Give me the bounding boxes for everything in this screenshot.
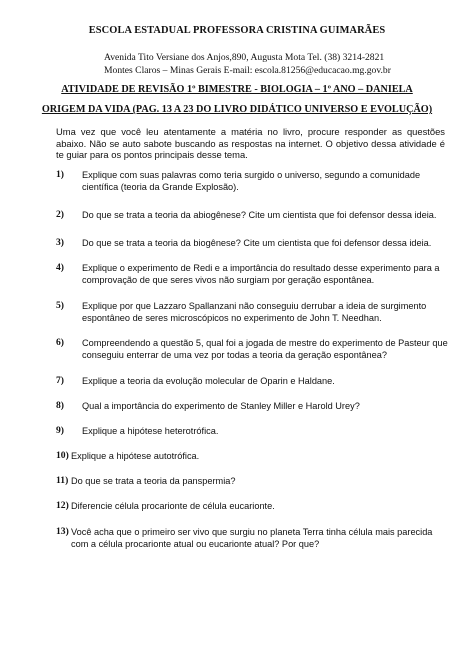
question-number: 4) <box>56 262 64 273</box>
question-item <box>56 425 448 437</box>
intro-paragraph: Uma vez que você leu atentamente a matéria no livro, procure responder as questões abaixo. Não se auto sabote buscando as respostas na internet. O objetivo dessa atividade é te guiar para os pontos principais desse tema. <box>56 126 445 161</box>
question-item <box>56 169 448 193</box>
question-text: Explique o experimento de Redi e a importância do resultado desse experimento para a comprovação de que seres vivos não surgiam por geração espontânea. <box>82 263 440 285</box>
question-number: 10) <box>56 450 69 461</box>
question-text: Do que se trata a teoria da panspermia? <box>71 476 236 486</box>
question-item <box>56 300 448 324</box>
question-number: 8) <box>56 400 64 411</box>
question-text: Do que se trata a teoria da abiogênese? Cite um cientista que foi defensor dessa ideia. <box>82 210 437 220</box>
question-item <box>56 500 448 512</box>
question-item <box>56 400 448 412</box>
question-text: Qual a importância do experimento de Stanley Miller e Harold Urey? <box>82 401 360 411</box>
question-text: Explique a teoria da evolução molecular de Oparin e Haldane. <box>82 376 335 386</box>
address-line-2: Montes Claros – Minas Gerais E-mail: escola.81256@educacao.mg.gov.br <box>104 65 391 76</box>
question-number: 2) <box>56 209 64 220</box>
question-number: 1) <box>56 169 64 180</box>
question-text: Explique a hipótese autotrófica. <box>71 451 200 461</box>
question-number: 7) <box>56 375 64 386</box>
question-item <box>56 209 448 221</box>
question-number: 6) <box>56 337 64 348</box>
activity-title: ATIVIDADE DE REVISÃO 1º BIMESTRE - BIOLOGIA – 1º ANO – DANIELA <box>61 84 413 95</box>
question-item <box>56 337 448 361</box>
question-text: Diferencie célula procarionte de célula eucarionte. <box>71 501 275 511</box>
activity-subtitle: ORIGEM DA VIDA (PAG. 13 A 23 DO LIVRO DIDÁTICO UNIVERSO E EVOLUÇÃO) <box>41 104 433 115</box>
question-number: 12) <box>56 500 69 511</box>
address-line-1: Avenida Tito Versiane dos Anjos,890, Augusta Mota Tel. (38) 3214-2821 <box>104 52 385 63</box>
question-item <box>56 375 448 387</box>
question-number: 13) <box>56 526 69 537</box>
question-item <box>56 262 448 286</box>
question-text: Explique por que Lazzaro Spallanzani não conseguiu derrubar a ideia de surgimento espontâneo de seres microscópicos no experimento de John T. Needhan. <box>82 301 427 323</box>
question-item <box>56 237 448 249</box>
question-item <box>56 450 448 462</box>
question-number: 9) <box>56 425 64 436</box>
question-item <box>56 475 448 487</box>
question-number: 3) <box>56 237 64 248</box>
question-text: Explique com suas palavras como teria surgido o universo, segundo a comunidade científica (teoria da Grande Explosão). <box>82 170 421 192</box>
question-text: Você acha que o primeiro ser vivo que surgiu no planeta Terra tinha célula mais parecida com a célula procarionte atual ou eucarionte atual? Por que? <box>71 527 433 549</box>
question-item <box>56 526 448 550</box>
question-text: Compreendendo a questão 5, qual foi a jogada de mestre do experimento de Pasteur que conseguiu enterrar de uma vez por todas a teoria da geração espontânea? <box>82 338 448 360</box>
question-number: 5) <box>56 300 64 311</box>
question-text: Explique a hipótese heterotrófica. <box>82 426 219 436</box>
question-text: Do que se trata a teoria da biogênese? Cite um cientista que foi defensor dessa ideia. <box>82 238 432 248</box>
school-name: ESCOLA ESTADUAL PROFESSORA CRISTINA GUIMARÃES <box>88 25 386 36</box>
question-number: 11) <box>56 475 69 486</box>
